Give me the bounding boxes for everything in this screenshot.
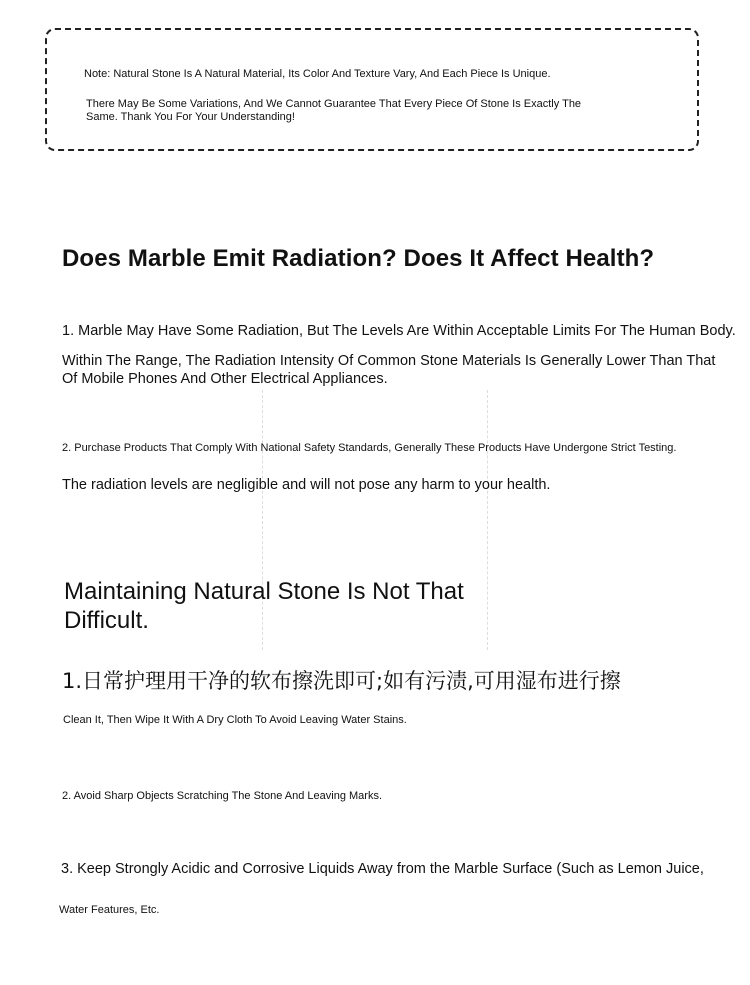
note-box: [45, 28, 699, 151]
maintenance-point-3-continued: Water Features, Etc.: [59, 904, 160, 916]
radiation-point-1: 1. Marble May Have Some Radiation, But The Levels Are Within Acceptable Limits For The Human Body.: [62, 323, 736, 339]
maintenance-point-1-continued: Clean It, Then Wipe It With A Dry Cloth To Avoid Leaving Water Stains.: [63, 714, 407, 726]
maintenance-point-1: 1.日常护理用干净的软布擦洗即可;如有污渍,可用湿布进行擦: [62, 669, 621, 693]
note-text-line2: There May Be Some Variations, And We Cannot Guarantee That Every Piece Of Stone Is Exactly The Same. Thank You For Your Understanding!: [86, 98, 582, 123]
radiation-conclusion: The radiation levels are negligible and will not pose any harm to your health.: [62, 477, 551, 493]
radiation-point-1-continued: Within The Range, The Radiation Intensity Of Common Stone Materials Is Generally Lower Than That Of Mobile Phones And Other Electrical Appliances.: [62, 353, 716, 387]
maintenance-point-2: 2. Avoid Sharp Objects Scratching The Stone And Leaving Marks.: [62, 790, 383, 802]
maintenance-section-title: Maintaining Natural Stone Is Not That Difficult.: [64, 578, 464, 634]
maintenance-point-3: 3. Keep Strongly Acidic and Corrosive Liquids Away from the Marble Surface (Such as Lemon Juice,: [61, 861, 704, 877]
note-text-line1: Note: Natural Stone Is A Natural Material, Its Color And Texture Vary, And Each Piece Is Unique.: [84, 68, 551, 80]
radiation-section-title: Does Marble Emit Radiation? Does It Affect Health?: [62, 245, 655, 272]
radiation-point-2: 2. Purchase Products That Comply With National Safety Standards, Generally These Products Have Undergone Strict Testing.: [62, 442, 677, 454]
